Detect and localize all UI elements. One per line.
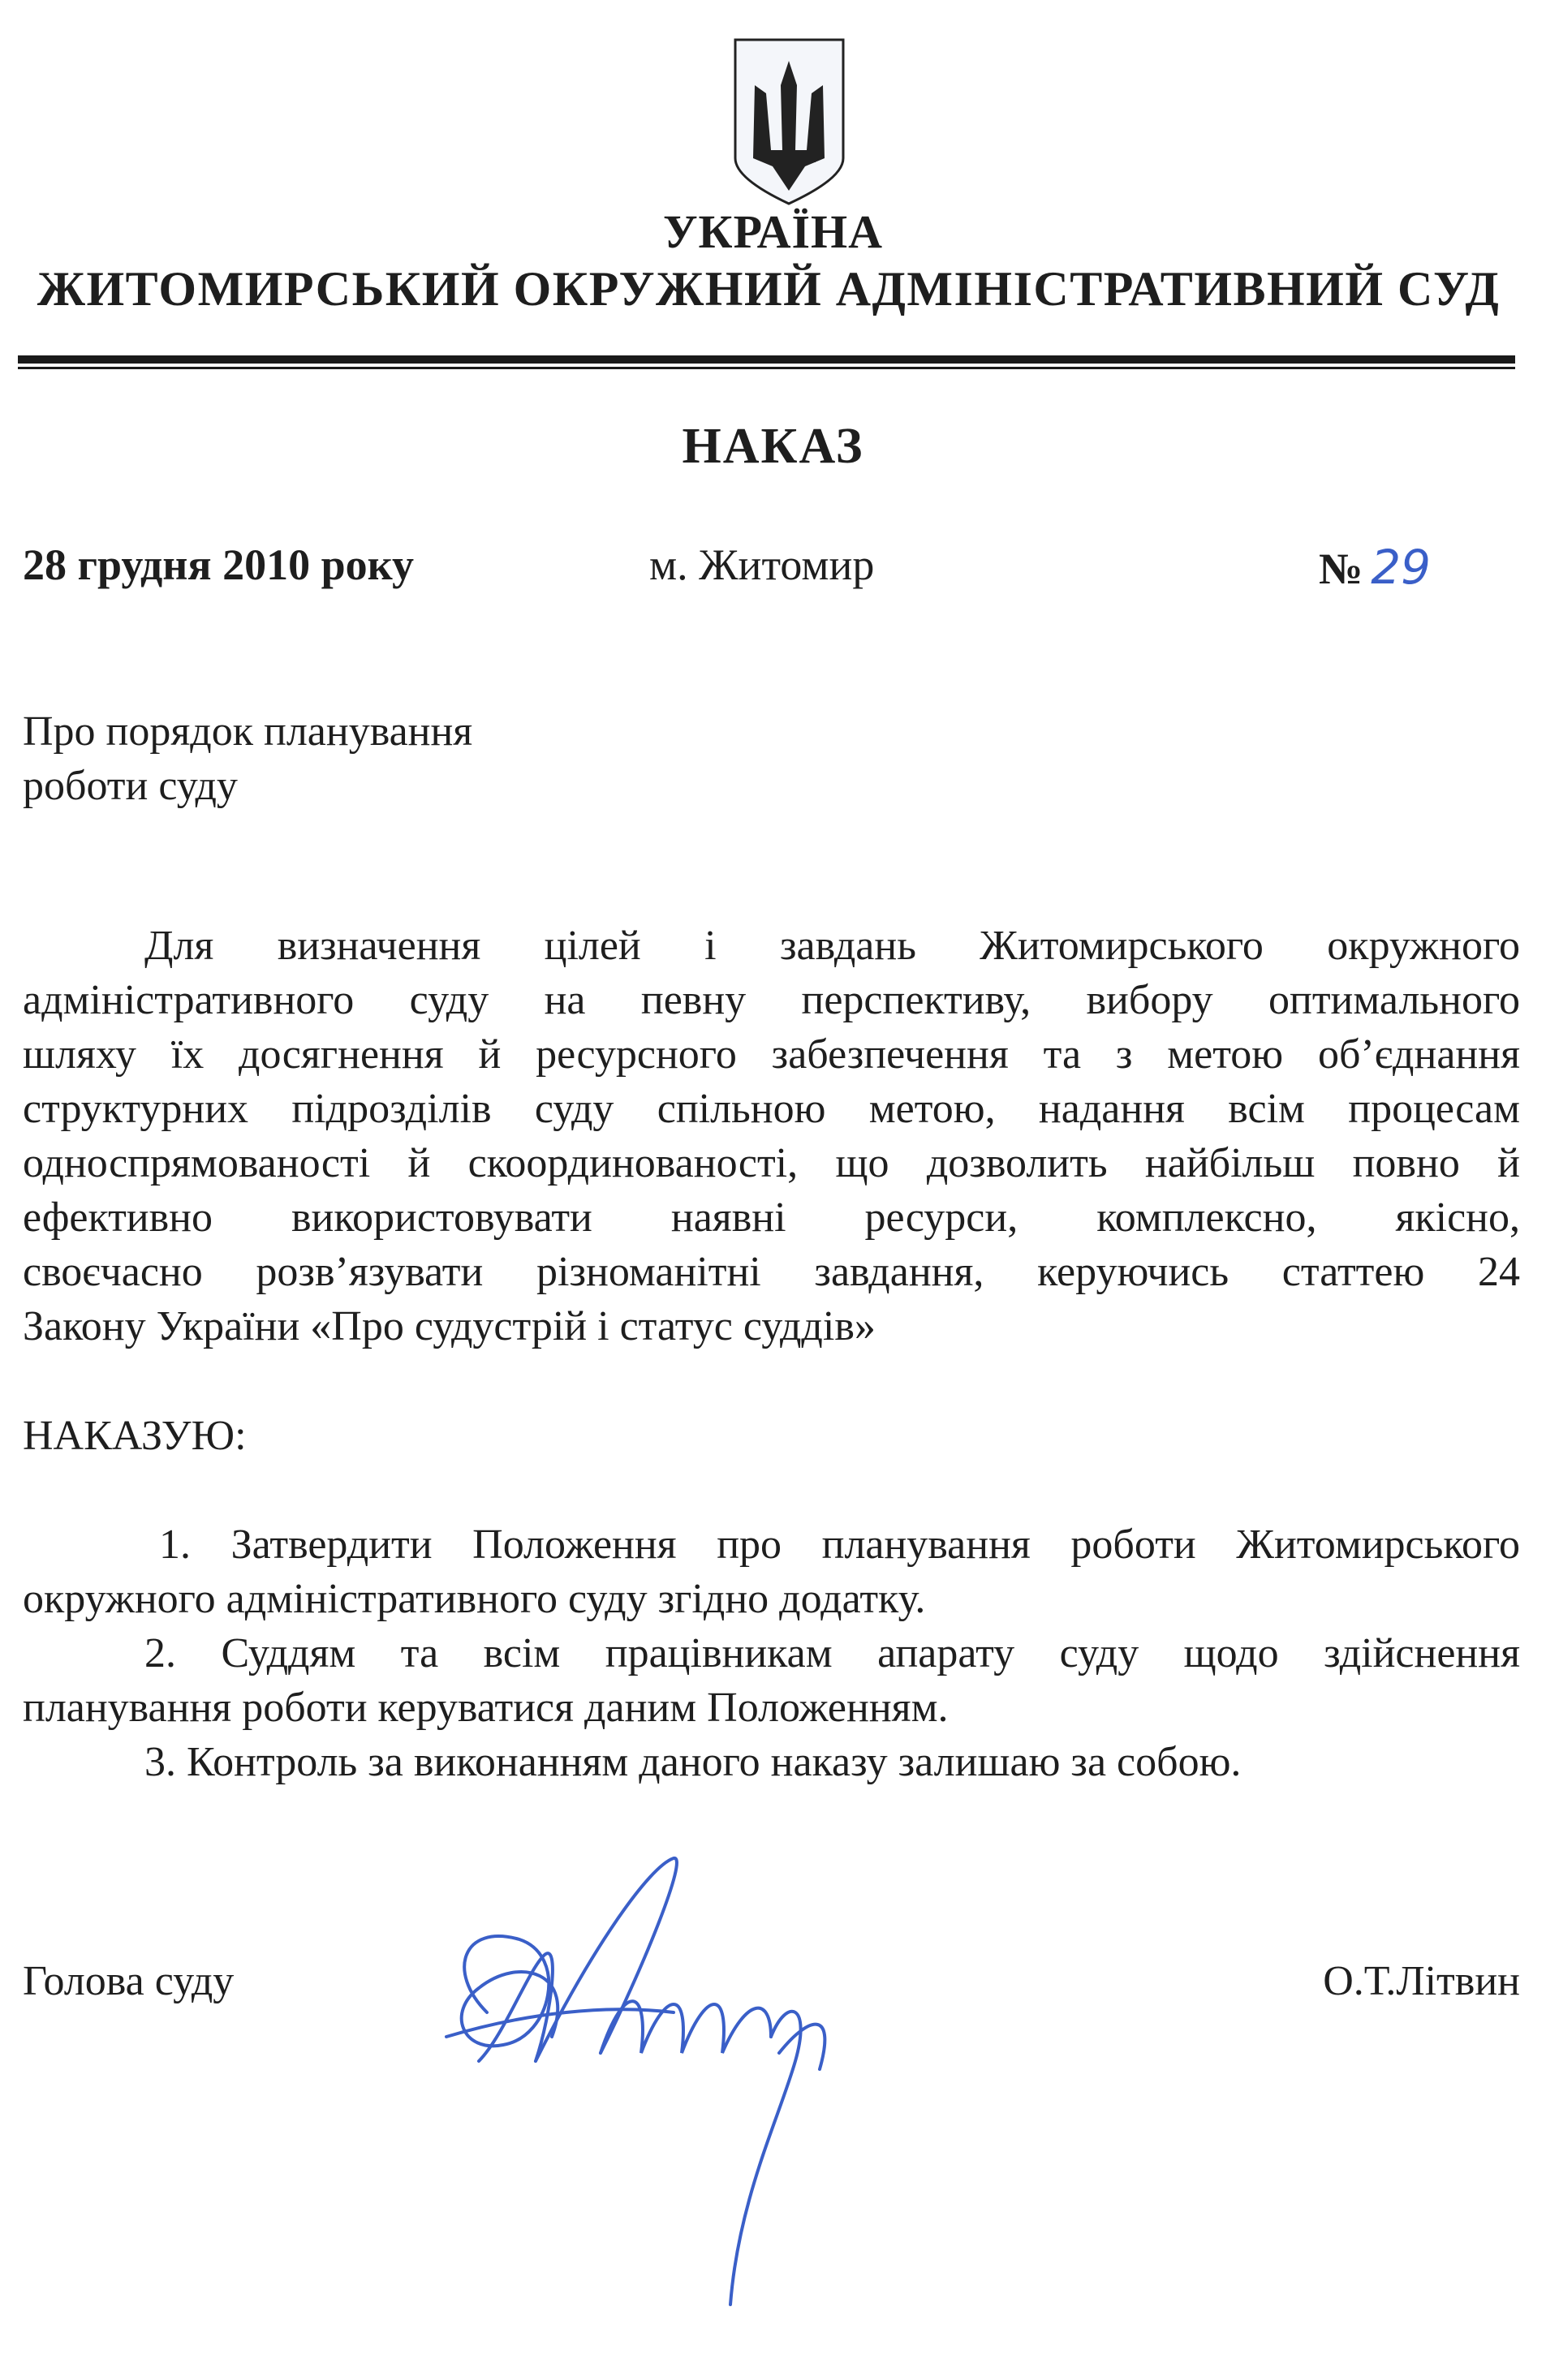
header-court-name: ЖИТОМИРСЬКИЙ ОКРУЖНИЙ АДМІНІСТРАТИВНИЙ СУД — [37, 262, 1501, 316]
signatory-role: Голова суду — [23, 1958, 235, 2004]
order-item-1: 1. Затвердити Положення про планування роботи Житомирського — [159, 1521, 1520, 1568]
preamble-line: своєчасно розв’язувати різноманітні завдання, керуючись статтею 24 — [23, 1249, 1520, 1295]
preamble-line: односпрямованості й скоординованості, що дозволить найбільш повно й — [23, 1140, 1520, 1186]
subject-line: роботи суду — [23, 763, 238, 809]
preamble-paragraph — [23, 919, 1520, 1354]
header-divider-thin — [18, 367, 1515, 369]
header-divider-thick — [18, 355, 1515, 364]
header-country: УКРАЇНА — [662, 205, 884, 258]
subject-line: Про порядок планування — [23, 708, 473, 755]
order-subject — [23, 704, 472, 813]
coat-of-arms-emblem — [730, 37, 848, 207]
order-item-3: 3. Контроль за виконанням даного наказу залишаю за собою. — [144, 1739, 1242, 1785]
order-heading: НАКАЗУЮ: — [23, 1413, 247, 1459]
preamble-line: ефективно використовувати наявні ресурси, комплексно, якісно, — [23, 1194, 1520, 1241]
order-number — [1319, 540, 1431, 595]
document-type: НАКАЗ — [682, 419, 864, 474]
number-handwritten: 29 — [1371, 540, 1432, 595]
order-item-1-cont: окружного адміністративного суду згідно додатку. — [23, 1576, 926, 1622]
preamble-line: адміністративного суду на певну перспективу, вибору оптимального — [23, 977, 1520, 1023]
preamble-line: Для визначення цілей і завдань Житомирського окружного — [144, 923, 1520, 969]
preamble-line: Закону України «Про судустрій і статус суддів» — [23, 1303, 876, 1349]
signatory-name: О.Т.Літвин — [1323, 1958, 1520, 2004]
preamble-line: структурних підрозділів суду спільною метою, надання всім процесам — [23, 1086, 1520, 1132]
order-date: 28 грудня 2010 року — [23, 540, 414, 589]
preamble-line: шляху їх досягнення й ресурсного забезпечення та з метою об’єднання — [23, 1031, 1520, 1078]
order-item-2-cont: планування роботи керуватися даним Положенням. — [23, 1685, 949, 1731]
order-item-2: 2. Суддям та всім працівникам апарату суду щодо здійснення — [144, 1630, 1520, 1676]
order-items — [23, 1517, 1520, 1789]
order-city: м. Житомир — [649, 540, 875, 589]
handwritten-signature — [430, 1850, 982, 2329]
number-label: № — [1319, 544, 1363, 593]
